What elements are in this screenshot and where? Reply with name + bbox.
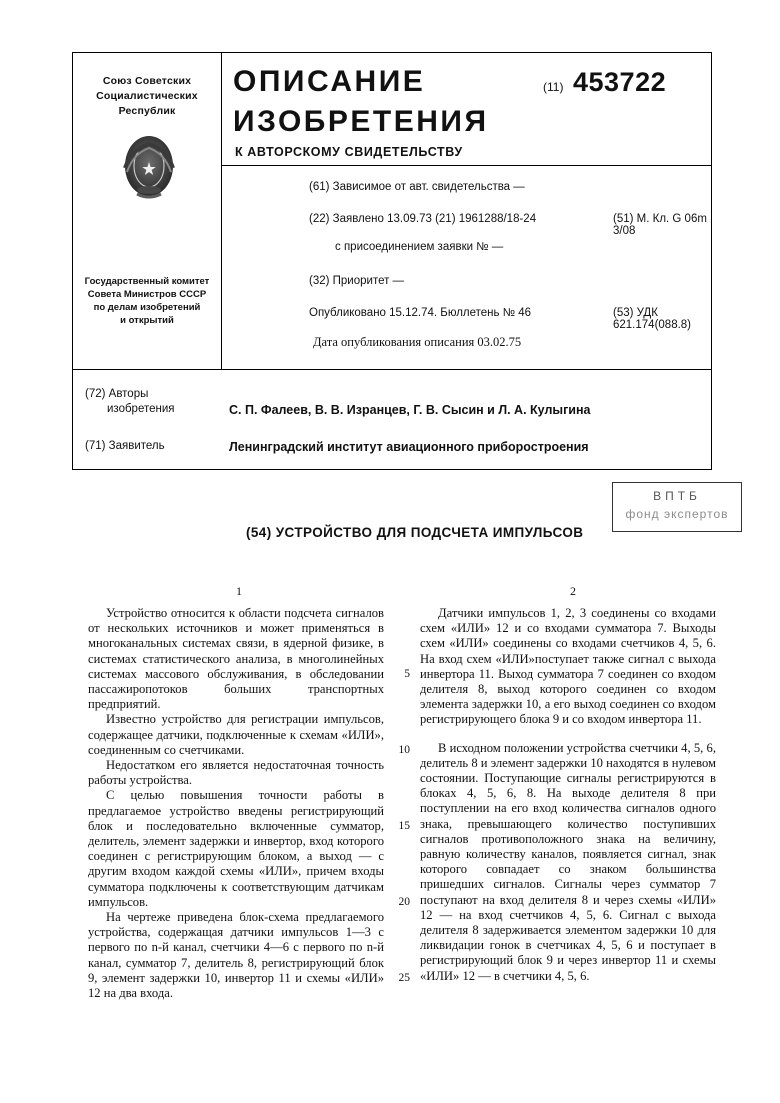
soviet-coat-of-arms-icon (117, 128, 181, 200)
line-number: 5 (404, 667, 410, 680)
line-number: 25 (398, 971, 410, 984)
line-number: 10 (398, 743, 410, 756)
invention-title: (54) УСТРОЙСТВО ДЛЯ ПОДСЧЕТА ИМПУЛЬСОВ (246, 525, 584, 540)
field-udc-code: (53) УДК 621.174(088.8) (613, 307, 692, 331)
authors-label-line-1: (72) Авторы (85, 388, 149, 400)
library-stamp-line-1: ВПТБ (653, 489, 701, 503)
paragraph: Датчики импульсов 1, 2, 3 соединены со входами схем «ИЛИ» 12 и со входами сумматора 7. Выходы схем «ИЛИ» соединены со входами счетчиков 4, 5, 6. На вход схем «ИЛИ»поступает также сигнал с выхода инвертора 11. Выход сумматора 7 соединен со входом делителя 8, выход которого соединен со входом элемента задержки 10, а его выход соединен со входом регистрирующего блока 9 и со входом инвертора 11. (420, 606, 716, 727)
paragraph: На чертеже приведена блок-схема предлагаемого устройства, содержащая датчики импульсов 1—3 с первого по n-й канал, счетчики 4—6 с первого по n-й канал, сумматор 7, делитель 8, регистрирующий блок 9, элемент задержки 10, инвертор 11 и схемы «ИЛИ» 12 на два входа. (88, 910, 384, 1001)
document-title-line-1: ОПИСАНИЕ (233, 65, 426, 98)
column-number-left: 1 (236, 584, 242, 598)
authors-names: С. П. Фалеев, В. В. Изранцев, Г. В. Сысин и Л. А. Кулыгина (229, 403, 591, 417)
document-header-box (72, 52, 712, 370)
line-number-gutter (396, 606, 410, 986)
column-number-right: 2 (570, 584, 576, 598)
field-dependent-certificate: (61) Зависимое от авт. свидетельства — (309, 181, 525, 193)
line-number: 20 (398, 895, 410, 908)
patent-number: 453722 (573, 67, 667, 97)
field-application-addition: с присоединением заявки № — (335, 241, 504, 253)
paragraph: С целью повышения точности работы в предлагаемое устройство введены регистрирующий блок и последовательно включенные сумматор, делитель, элемент задержки и инвертор, вход которого соединен с регистрирующим блоком, а выход — с другим входом каждой схемы «ИЛИ», причем входы сумматора подключены к соответствующим датчикам импульсов. (88, 788, 384, 909)
applicant-label: (71) Заявитель (85, 440, 165, 452)
country-line-1: Союз Советских (102, 75, 192, 87)
authors-block (72, 370, 712, 470)
state-committee-label: Государственный комитет Совета Министров СССР по делам изобретений и открытий (84, 276, 210, 326)
field-published: Опубликовано 15.12.74. Бюллетень № 46 (309, 307, 532, 319)
field-ipc-class: (51) М. Кл. G 06m 3/08 (613, 213, 707, 237)
patent-number-code: (11) (543, 80, 564, 94)
field-publication-date: Дата опубликования описания 03.02.75 (313, 335, 522, 349)
country-line-2: Социалистических (96, 90, 198, 102)
header-vertical-divider (221, 53, 222, 369)
library-stamp-line-2: фонд экспертов (625, 507, 729, 521)
paragraph: Устройство относится к области подсчета сигналов от нескольких источников и может применяться в многоканальных системах связи, в ядерной физике, в системах статистического анализа, в многолинейных системах массового обслуживания, в обследовании пассажиропотоков больших транспортных предприятий. (88, 606, 384, 712)
text-column-left (88, 606, 384, 1001)
field-application-filed: (22) Заявлено 13.09.73 (21) 1961288/18-24 (309, 213, 537, 225)
document-title-line-2: ИЗОБРЕТЕНИЯ (233, 105, 489, 138)
document-subtitle: К АВТОРСКОМУ СВИДЕТЕЛЬСТВУ (235, 145, 463, 159)
header-horizontal-divider (221, 165, 712, 166)
library-stamp (612, 482, 742, 532)
line-number: 15 (398, 819, 410, 832)
authors-label-line-2: изобретения (107, 403, 175, 415)
text-column-right (420, 606, 716, 984)
field-priority: (32) Приоритет — (309, 275, 405, 287)
applicant-name: Ленинградский институт авиационного приборостроения (229, 440, 589, 454)
paragraph: Недостатком его является недостаточная точность работы устройства. (88, 758, 384, 788)
country-line-3: Республик (118, 105, 176, 117)
paragraph: Известно устройство для регистрации импульсов, содержащее датчики, подключенные к схемам «ИЛИ», соединенным со счетчиками. (88, 712, 384, 757)
paragraph: В исходном положении устройства счетчики 4, 5, 6, делитель 8 и элемент задержки 10 находятся в нулевом состоянии. Поступающие сигналы регистрируются в блоках 4, 5, 6, 8. На выходе делителя 8 при поступлении на его вход количества сигналов одного знака, превышающего количество поступивших сигналов противоположного знака на величину, равную количеству каналов, появляется сигнал, знак которого совпадает со знаком большинства пришедших сигналов. Сигналы через сумматор 7 поступают на вход делителя 8 и через схемы «ИЛИ» 12 — на вход счетчиков 4, 5, 6. Сигнал с выхода делителя 8 задерживается элементом задержки 10 для ликвидации гонок в счетчиках 4, 5, 6 и поступает в регистрирующий блок 9 и через инвертор 11 и схемы «ИЛИ» 12 — в счетчики 4, 5, 6. (420, 740, 716, 983)
